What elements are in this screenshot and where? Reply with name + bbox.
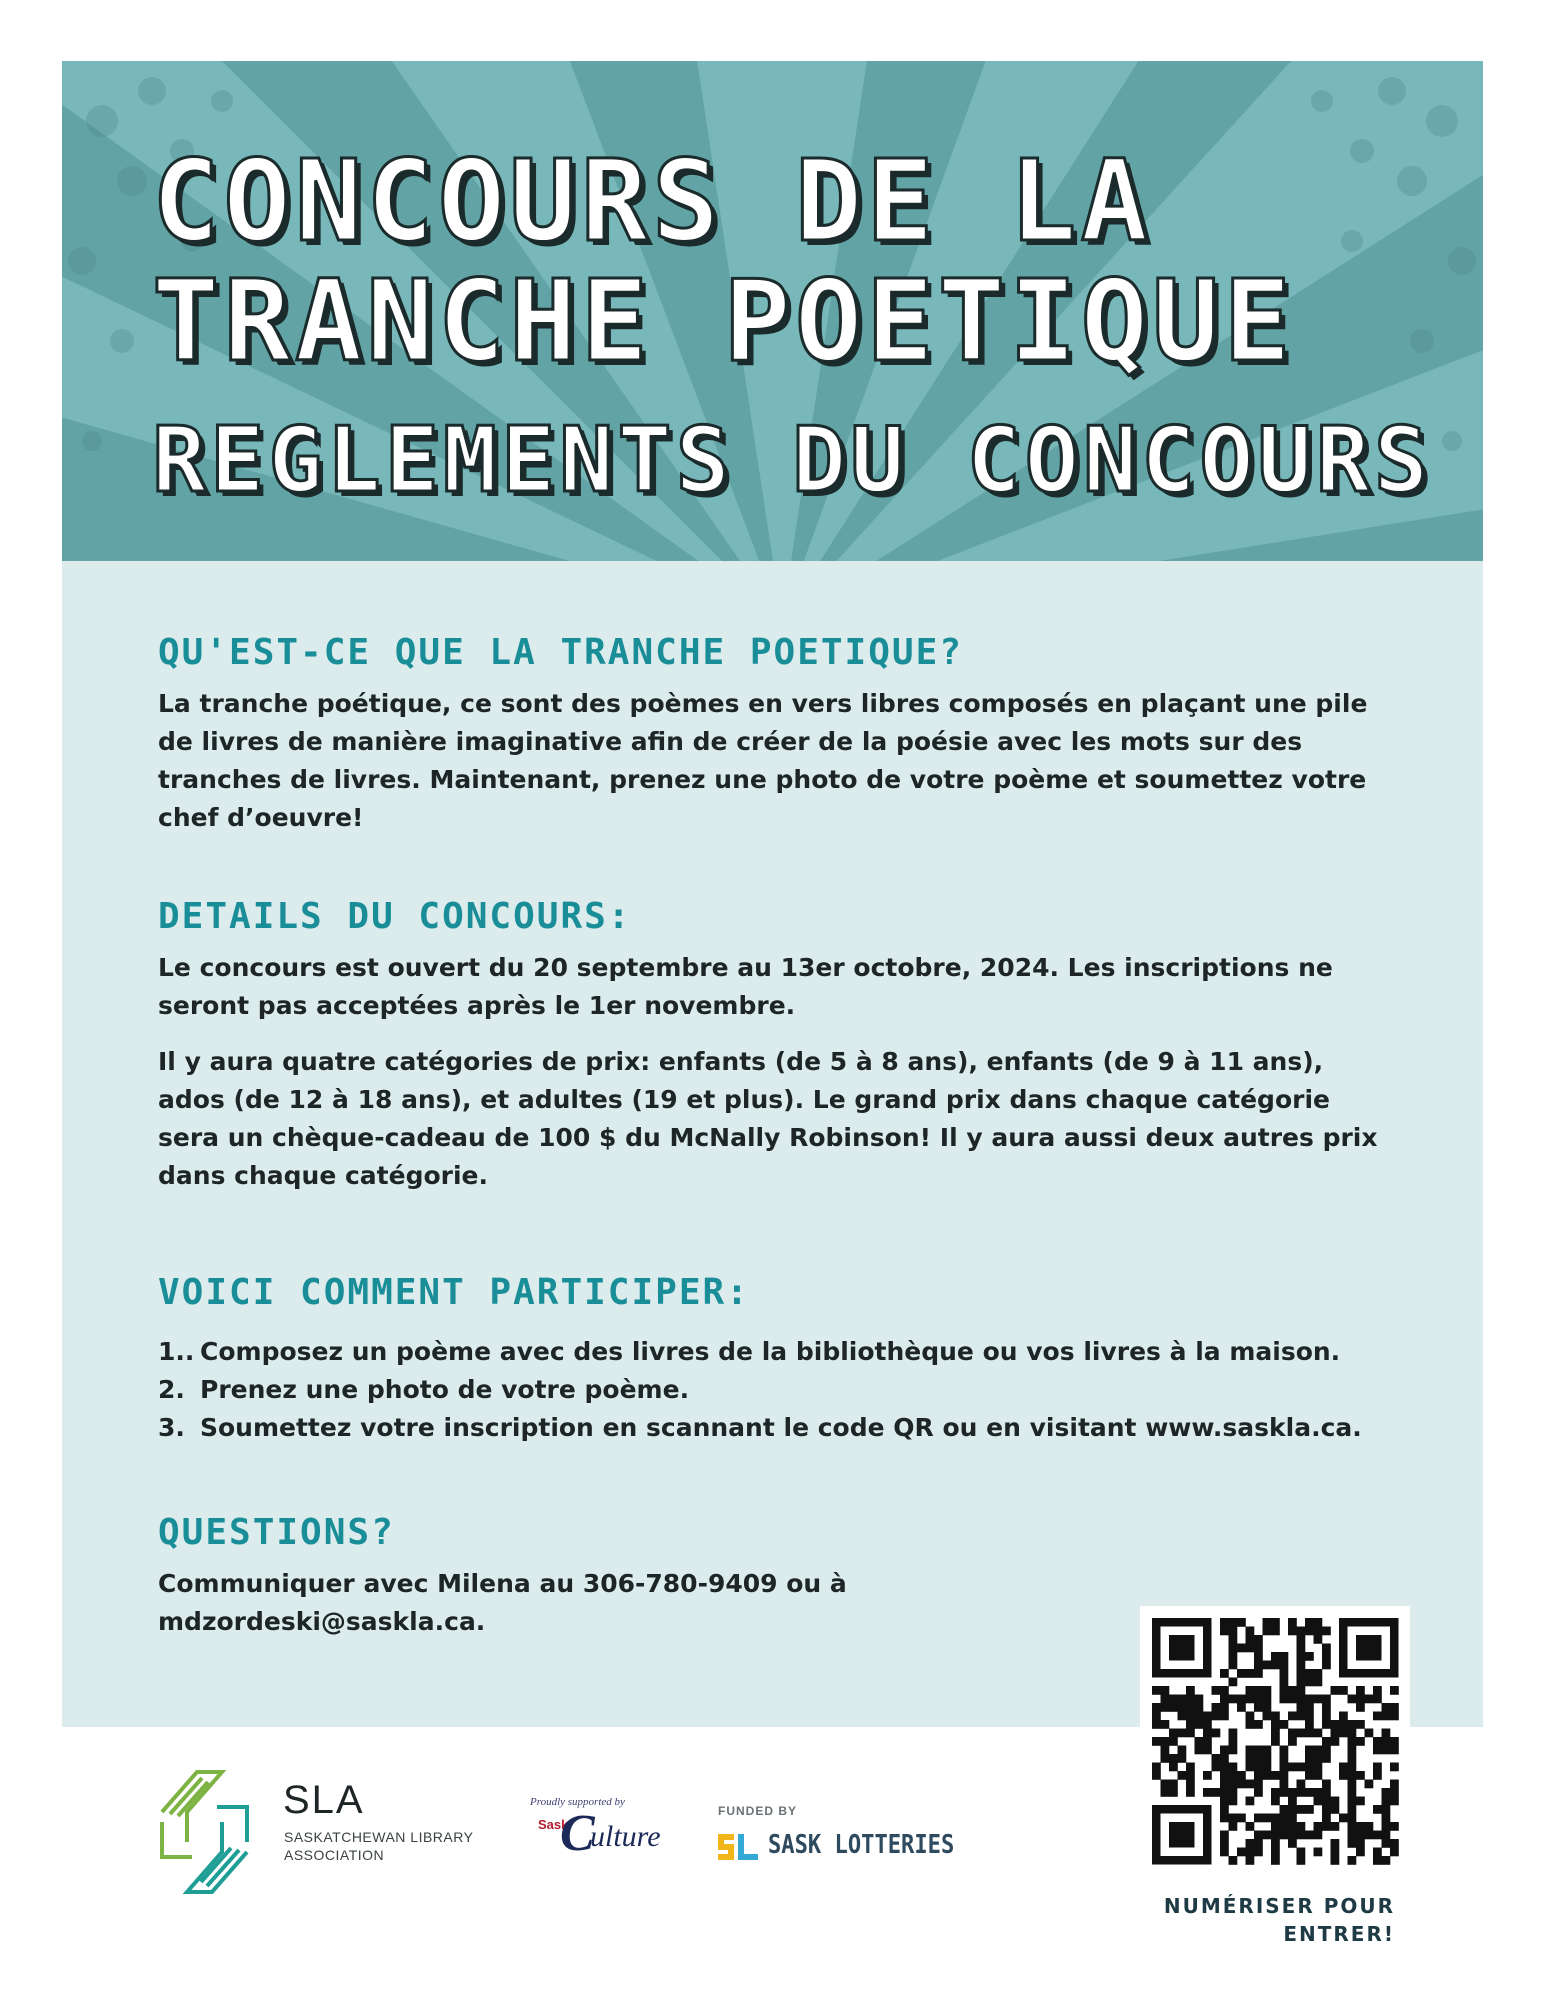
list-item: 2. Prenez une photo de votre poème. xyxy=(158,1374,690,1404)
title-line-3: REGLEMENTS DU CONCOURS xyxy=(152,408,1433,513)
section-participate xyxy=(158,1273,1388,1447)
list-item: 1.. Composez un poème avec des livres de la bibliothèque ou vos livres à la maison. xyxy=(158,1336,1341,1366)
sask-culture-supported-text: Proudly supported by xyxy=(530,1796,625,1808)
section-details xyxy=(158,897,1388,1195)
content-panel xyxy=(62,561,1483,1727)
funded-by-label: FUNDED BY xyxy=(718,1804,798,1818)
section-text-details-2: Il y aura quatre catégories de prix: enfants (de 5 à 8 ans), enfants (de 9 à 11 ans), ados (de 12 à 18 ans), et adultes (19 et plus). Le grand prix dans chaque catégorie sera un chèque-cadeau de 100 $ du McNally Robinson! Il y aura aussi deux autres prix dans chaque catégorie. xyxy=(158,1046,1378,1190)
sla-name: SLA xyxy=(283,1778,365,1822)
list-item: 3. Soumettez votre inscription en scannant le code QR ou en visitant www.saskla.ca. xyxy=(158,1412,1362,1442)
sask-culture-sask: Sask xyxy=(538,1817,569,1832)
title-line-1: CONCOURS DE LA xyxy=(152,137,1153,267)
section-text-details-1: Le concours est ouvert du 20 septembre au 13er octobre, 2024. Les inscriptions ne seront pas acceptées après le 1er novembre. xyxy=(158,952,1333,1020)
steps-list xyxy=(158,1333,1388,1447)
sask-lotteries-wordmark: SASK LOTTERIES xyxy=(768,1830,955,1860)
qr-caption: NUMÉRISER POUR ENTRER! xyxy=(1163,1894,1395,1946)
header-banner xyxy=(62,61,1483,561)
section-heading-participate: VOICI COMMENT PARTICIPER: xyxy=(158,1272,750,1313)
section-heading-details: DETAILS DU CONCOURS: xyxy=(158,896,632,937)
sla-logo-icon xyxy=(152,1762,257,1902)
qr-code-icon xyxy=(1140,1606,1410,1876)
sask-lotteries-icon xyxy=(716,1830,760,1864)
section-what xyxy=(158,633,1388,837)
section-questions xyxy=(158,1513,918,1641)
sask-culture-c: C xyxy=(560,1805,595,1862)
qr-code[interactable] xyxy=(1140,1606,1410,1876)
section-heading-what: QU'EST-CE QUE LA TRANCHE POETIQUE? xyxy=(158,632,963,673)
sla-subtitle: SASKATCHEWAN LIBRARY ASSOCIATION xyxy=(284,1829,474,1863)
section-text-questions: Communiquer avec Milena au 306-780-9409 ou à mdzordeski@saskla.ca. xyxy=(158,1568,847,1636)
section-text-what: La tranche poétique, ce sont des poèmes en vers libres composés en plaçant une pile de livres de manière imaginative afin de créer de la poésie avec les mots sur des tranches de livres. Maintenant, prenez une photo de votre poème et soumettez votre chef d’oeuvre! xyxy=(158,688,1368,832)
sask-culture-wordmark: ulture xyxy=(590,1820,661,1853)
title-line-2: TRANCHE POETIQUE xyxy=(152,257,1295,387)
section-heading-questions: QUESTIONS? xyxy=(158,1512,395,1553)
